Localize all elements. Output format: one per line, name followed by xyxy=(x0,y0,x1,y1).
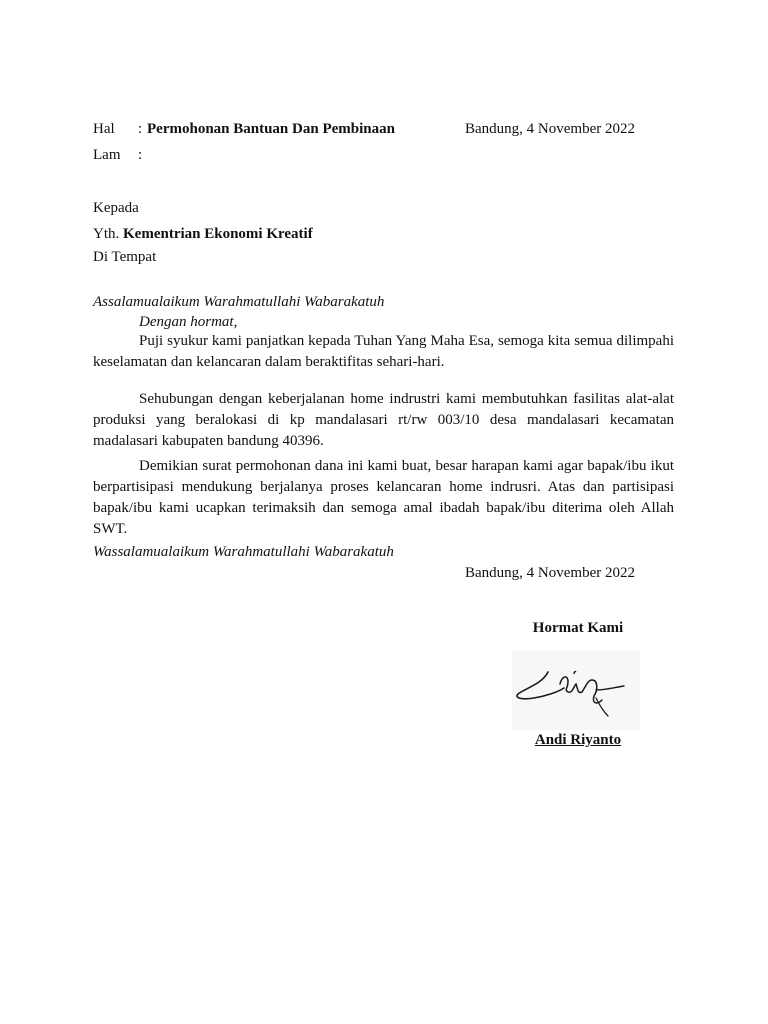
body-paragraph-3: Demikian surat permohonan dana ini kami buat, besar harapan kami agar bapak/ibu ikut berpartisipasi mendukung berjalanya proses kelancaran home indrusri. Atas dan partisipasi bapak/ibu kami ucapkan terimaksih dan semoga amal ibadah bapak/ibu diterima oleh Allah SWT. xyxy=(93,458,674,537)
regards-label: Hormat Kami xyxy=(532,620,624,636)
recipient-location: Di Tempat xyxy=(93,249,157,265)
hal-colon: : xyxy=(138,121,143,137)
hal-label: Hal xyxy=(93,121,115,137)
closing-greeting: Wassalamualaikum Warahmatullahi Wabarakatuh xyxy=(93,544,394,560)
signature-icon xyxy=(512,650,640,730)
header-place-date: Bandung, 4 November 2022 xyxy=(465,121,635,137)
closing-place-date: Bandung, 4 November 2022 xyxy=(465,565,635,581)
opening-greeting: Assalamualaikum Warahmatullahi Wabarakatuh xyxy=(93,294,385,310)
signature-image xyxy=(512,650,640,730)
salutation: Dengan hormat, xyxy=(139,314,238,330)
kepada-label: Kepada xyxy=(93,200,139,216)
body-paragraph-1: Puji syukur kami panjatkan kepada Tuhan Yang Maha Esa, semoga kita semua dilimpahi keselamatan dan kelancaran dalam beraktifitas sehari-hari. xyxy=(93,333,674,370)
subject-value: Permohonan Bantuan Dan Pembinaan xyxy=(147,121,395,137)
signer-name: Andi Riyanto xyxy=(534,732,622,748)
lam-colon: : xyxy=(138,147,143,163)
yth-prefix: Yth. xyxy=(93,226,120,242)
lam-label: Lam xyxy=(93,147,121,163)
body-paragraph-2: Sehubungan dengan keberjalanan home indrustri kami membutuhkan fasilitas alat-alat produksi yang beralokasi di kp mandalasari rt/rw 003/10 desa mandalasari kecamatan madalasari kabupaten bandung 40396. xyxy=(93,391,674,449)
recipient-line xyxy=(93,225,313,243)
recipient-name: Kementrian Ekonomi Kreatif xyxy=(123,226,313,242)
